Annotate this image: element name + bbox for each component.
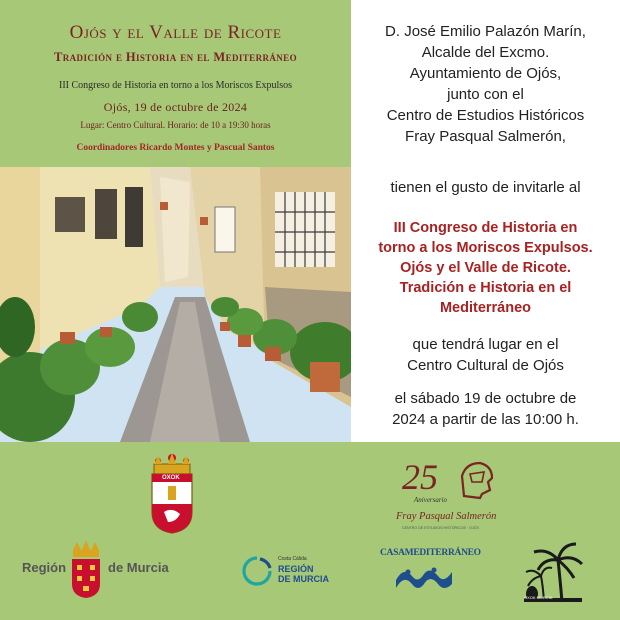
fray-pasqual-25-logo — [396, 456, 508, 534]
when-paragraph — [351, 388, 620, 430]
event-line: Tradición e Historia en el — [399, 280, 572, 296]
host-line: Ayuntamiento de Ojós, — [409, 65, 562, 82]
intro-paragraph — [351, 177, 620, 198]
anniversary-word: Aniversario — [414, 496, 448, 504]
host-line: Fray Pasqual Salmerón, — [405, 128, 566, 145]
venue-line: que tendrá lugar en el — [412, 336, 559, 353]
when-line: el sábado 19 de octubre de — [394, 390, 577, 407]
event-date: Ojós, 19 de octubre de 2024 — [103, 100, 248, 114]
casa-med-label: CASAMEDITERRÁNEO — [380, 548, 481, 558]
event-title-paragraph — [351, 218, 620, 318]
region-de-murcia-logo — [22, 536, 172, 600]
event-line: III Congreso de Historia en — [393, 220, 578, 236]
venue-line: Centro Cultural de Ojós — [407, 357, 564, 374]
event-line: Mediterráneo — [439, 300, 532, 316]
host-line: Centro de Estudios Históricos — [386, 107, 585, 124]
fray-subtitle: CENTRO DE ESTUDIOS HISTÓRICOS · OJÓS — [402, 526, 479, 530]
costa-line-2: DE MURCIA — [278, 574, 329, 584]
costa-circle-icon — [240, 554, 274, 588]
ojos-shield-label: OXOK — [162, 475, 180, 481]
ojos-coat-of-arms-logo — [146, 452, 198, 534]
venue-paragraph — [351, 334, 620, 376]
event-line: torno a los Moriscos Expulsos. — [378, 240, 593, 256]
costa-small-label: Costa Cálida — [278, 556, 307, 562]
anniversary-number: 25 — [402, 457, 438, 497]
helmet-head-icon — [456, 460, 496, 500]
casa-mediterraneo-logo — [380, 548, 481, 594]
costa-calida-logo — [240, 552, 340, 592]
palm-trees-logo — [522, 538, 584, 604]
host-line: junto con el — [447, 86, 524, 103]
region-word: Región — [22, 560, 67, 575]
congress-name: III Congreso de Historia en torno a los Moriscos Expulsos — [58, 80, 293, 91]
host-line: D. José Emilio Palazón Marín, — [385, 23, 586, 40]
waves-ornament-icon — [394, 564, 454, 592]
subtitle: Tradición e Historia en el Mediterráneo — [54, 50, 297, 64]
when-line: 2024 a partir de las 10:00 h. — [392, 411, 579, 428]
event-place-hours: Lugar: Centro Cultural. Horario: de 10 a 19:30 horas — [80, 120, 271, 130]
sponsor-logos-band — [0, 442, 620, 620]
host-line: Alcalde del Excmo. — [421, 44, 550, 61]
main-title: Ojós y el Valle de Ricote — [69, 22, 282, 43]
invitation-text — [351, 0, 620, 442]
host-paragraph — [351, 21, 620, 147]
palm-caption: OXOK MURCIA — [524, 595, 553, 600]
header-panel — [0, 0, 351, 167]
de-murcia-word: de Murcia — [108, 560, 169, 575]
costa-line-1: REGIÓN — [278, 564, 314, 574]
event-line: Ojós y el Valle de Ricote. — [400, 260, 571, 276]
coordinators: Coordinadores Ricardo Montes y Pascual Santos — [76, 143, 275, 153]
street-photo — [0, 167, 351, 442]
intro-line: tienen el gusto de invitarle al — [390, 179, 581, 196]
murcia-crown-shield-icon — [68, 540, 104, 598]
fray-name: Fray Pasqual Salmerón — [396, 511, 497, 522]
